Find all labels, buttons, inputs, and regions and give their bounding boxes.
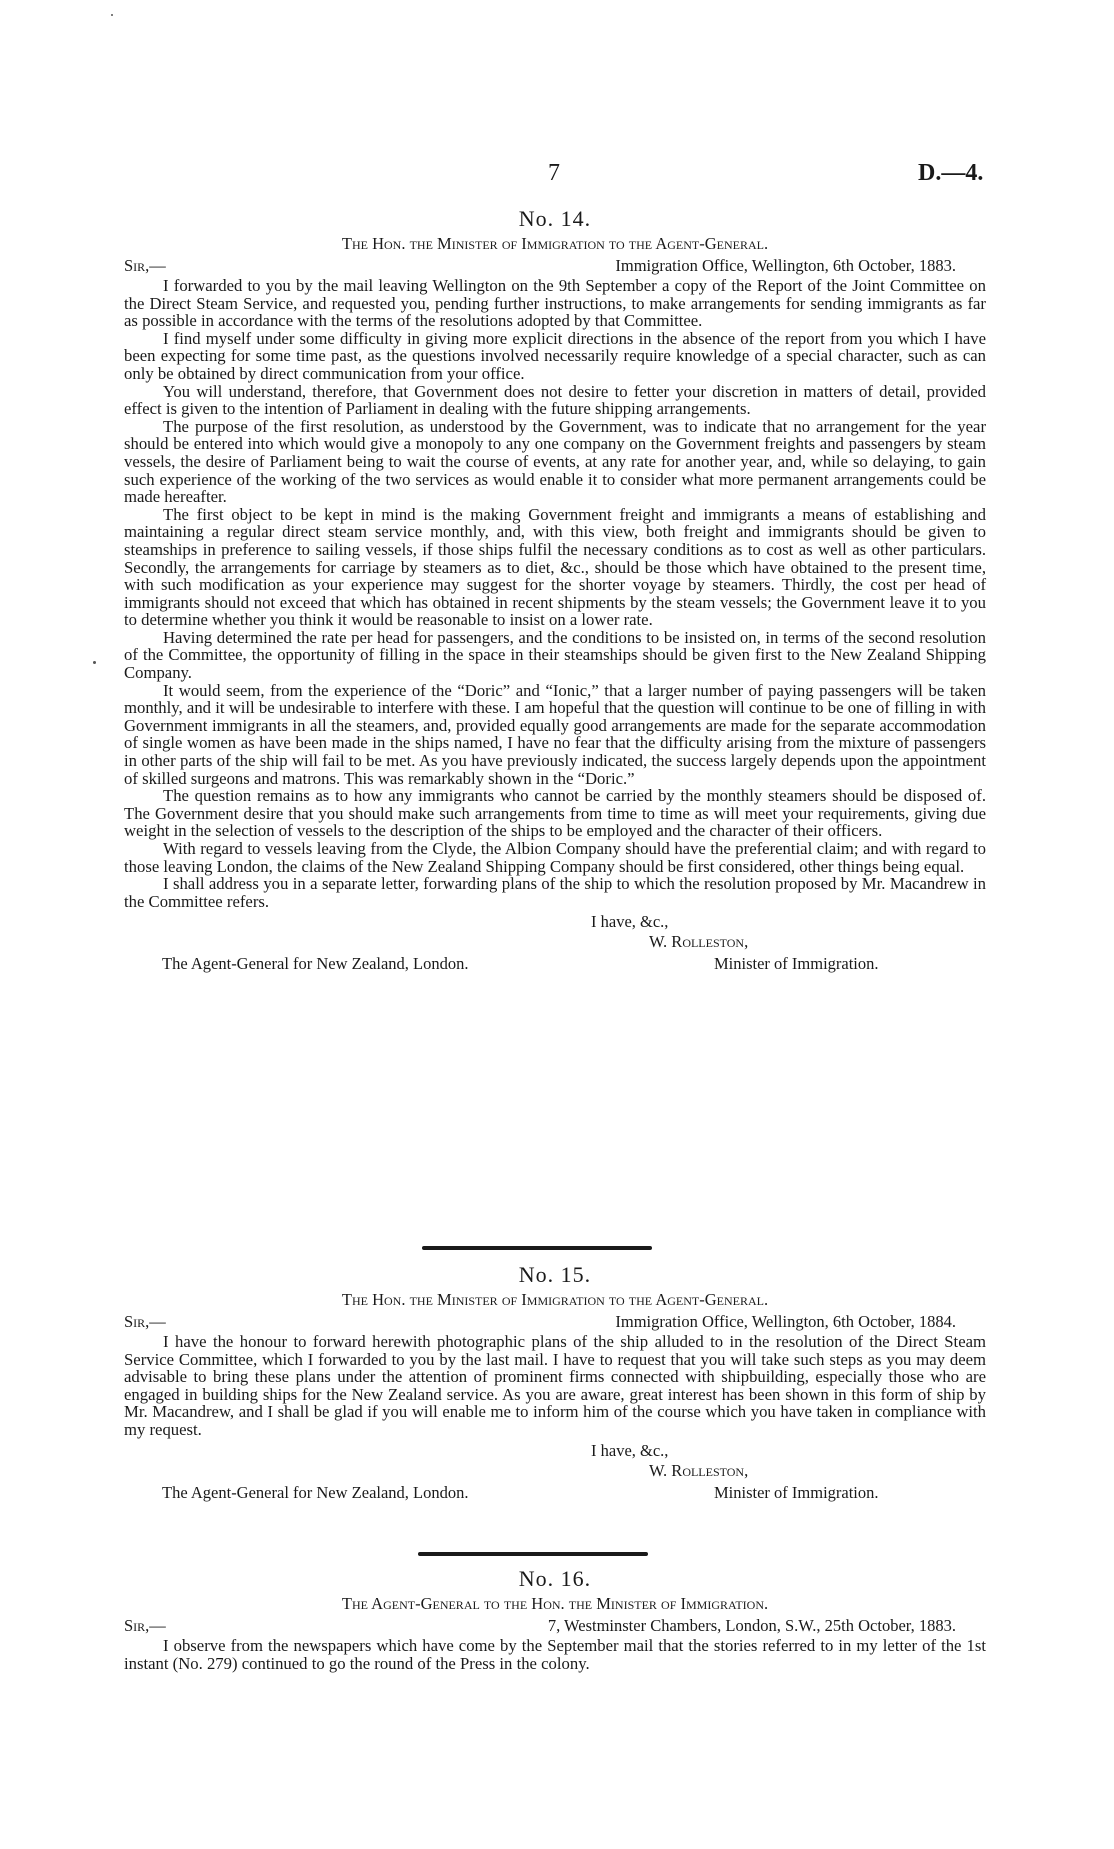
signatory-title: Minister of Immigration. [714, 954, 879, 974]
letter-no-15 [124, 1262, 986, 1507]
date-line: 7, Westminster Chambers, London, S.W., 25th October, 1883. [547, 1616, 956, 1635]
paragraph: I shall address you in a separate letter, forwarding plans of the ship to which the resolution proposed by Mr. Macandrew in the Committee refers. [124, 874, 986, 911]
paragraph: The first object to be kept in mind is the making Government freight and immigrants a means of establishing and maintaining a regular direct steam service monthly, and, with this view, both freight and immigrants should be given to steamships in preference to sailing vessels, if those ships fulfil the necessary conditions as to cost as well as other particulars. Secondly, the arrangements for carriage by steamers as to diet, &c., should be those which have obtained to the present time, with such modification as your experience may suggest for the shorter voyage by steamers. Thirdly, the cost per head of immigrants should not exceed that which has obtained in recent shipments by the steam vessels; the Government leave it to you to determine whether you think it would be reasonable to insist on a lower rate. [124, 504, 986, 630]
paragraph: I forwarded to you by the mail leaving Wellington on the 9th September a copy of the Report of the Joint Committee on the Direct Steam Service, and requested you, pending further instructions, to make arrangements for sending immigrants as far as possible in accordance with the terms of the resolutions adopted by that Committee. [124, 276, 986, 331]
section-divider [418, 1552, 648, 1556]
page-number: 7 [548, 160, 560, 186]
salutation: Sir,— [124, 256, 166, 275]
section-divider [422, 1246, 652, 1250]
letter-no-16 [124, 1566, 986, 1672]
letter-heading: The Hon. the Minister of Immigration to the Agent-General. [341, 1290, 769, 1309]
closing: I have, &c., [591, 1440, 669, 1460]
date-line: Immigration Office, Wellington, 6th October, 1884. [615, 1312, 956, 1331]
paragraph: The question remains as to how any immigrants who cannot be carried by the monthly steamers should be disposed of. The Government desire that you should make such arrangements from time to time as will meet your requirements, giving due weight in the selection of vessels to the description of the ships to be employed and the character of their officers. [124, 786, 986, 841]
addressee: The Agent-General for New Zealand, London. [162, 954, 469, 974]
paragraph: The purpose of the first resolution, as understood by the Government, was to indicate that no arrangement for the year should be entered into which would give a monopoly to any one company on the Government freights and passengers by steam vessels, the desire of Parliament being to wait the course of events, at any rate for another year, and, while so delaying, to gain such experience of the working of the two services as would enable it to consider what more permanent arrangements could be made hereafter. [124, 416, 986, 507]
letter-heading: The Agent-General to the Hon. the Minister of Immigration. [341, 1594, 769, 1613]
letter-number: No. 14. [518, 206, 592, 231]
paragraph: I have the honour to forward herewith photographic plans of the ship alluded to in the resolution of the Direct Steam Service Committee, which I forwarded to you by the last mail. I have to request that you will take such steps as you may deem advisable to bring these plans under the attention of prominent firms connected with shipbuilding, especially those who are engaged in building ships for the New Zealand service. As you are aware, great interest has been shown in this form of ship by Mr. Macandrew, and I shall be glad if you will enable me to inform him of the course which you have taken in compliance with my request. [124, 1332, 986, 1439]
signatory: W. Rolleston, [649, 1460, 749, 1480]
scan-speck [111, 14, 113, 16]
signatory-title: Minister of Immigration. [714, 1482, 879, 1502]
paragraph: With regard to vessels leaving from the Clyde, the Albion Company should have the preferential claim; and with regard to those leaving London, the claims of the New Zealand Shipping Company should be first considered, other things being equal. [124, 839, 986, 876]
paragraph: Having determined the rate per head for passengers, and the conditions to be insisted on, in terms of the second resolution of the Committee, the opportunity of filling in the space in their steamships should be given first to the New Zealand Shipping Company. [124, 627, 986, 683]
salutation-date-line [124, 1312, 986, 1333]
letter-number: No. 16. [518, 1566, 592, 1591]
paragraph: You will understand, therefore, that Government does not desire to fetter your discretion in matters of detail, provided effect is given to the intention of Parliament in dealing with the future shipping arrangements. [124, 381, 986, 419]
date-line: Immigration Office, Wellington, 6th October, 1883. [615, 256, 956, 275]
salutation-date-line [124, 256, 986, 277]
salutation-date-line [124, 1616, 986, 1637]
signatory: W. Rolleston, [649, 932, 749, 952]
letter-no-14 [124, 206, 986, 978]
paragraph: I observe from the newspapers which have come by the September mail that the stories referred to in my letter of the 1st instant (No. 279) continued to go the round of the Press in the colony. [124, 1636, 986, 1673]
document-reference: D.—4. [918, 160, 984, 186]
signature-block [124, 912, 986, 978]
salutation: Sir,— [124, 1616, 166, 1635]
letter-number: No. 15. [518, 1262, 592, 1287]
paragraph: I find myself under some difficulty in giving more explicit directions in the absence of the report from you which I have been expecting for some time past, as the questions involved necessarily require knowledge of a special character, such as can only be obtained by direct communication from your office. [124, 328, 986, 383]
paragraph: It would seem, from the experience of the “Doric” and “Ionic,” that a larger number of paying passengers will be taken monthly, and it will be undesirable to interfere with these. I am hopeful that the question will continue to be one of filling in with Government immigrants in all the steamers, and, provided equally good arrangements are made for the separate accommodation of single women as have been made in the ships named, I have no fear that the difficulty arising from the mixture of passengers in other parts of the ship will fail to be met. As you have previously indicated, the success largely depends upon the appointment of skilled surgeons and matrons. This was remarkably shown in the “Doric.” [124, 680, 986, 788]
signature-block [124, 1441, 986, 1507]
addressee: The Agent-General for New Zealand, London. [162, 1482, 469, 1502]
letter-heading: The Hon. the Minister of Immigration to the Agent-General. [341, 234, 769, 253]
salutation: Sir,— [124, 1312, 166, 1331]
closing: I have, &c., [591, 912, 669, 932]
scan-speck [93, 661, 96, 664]
